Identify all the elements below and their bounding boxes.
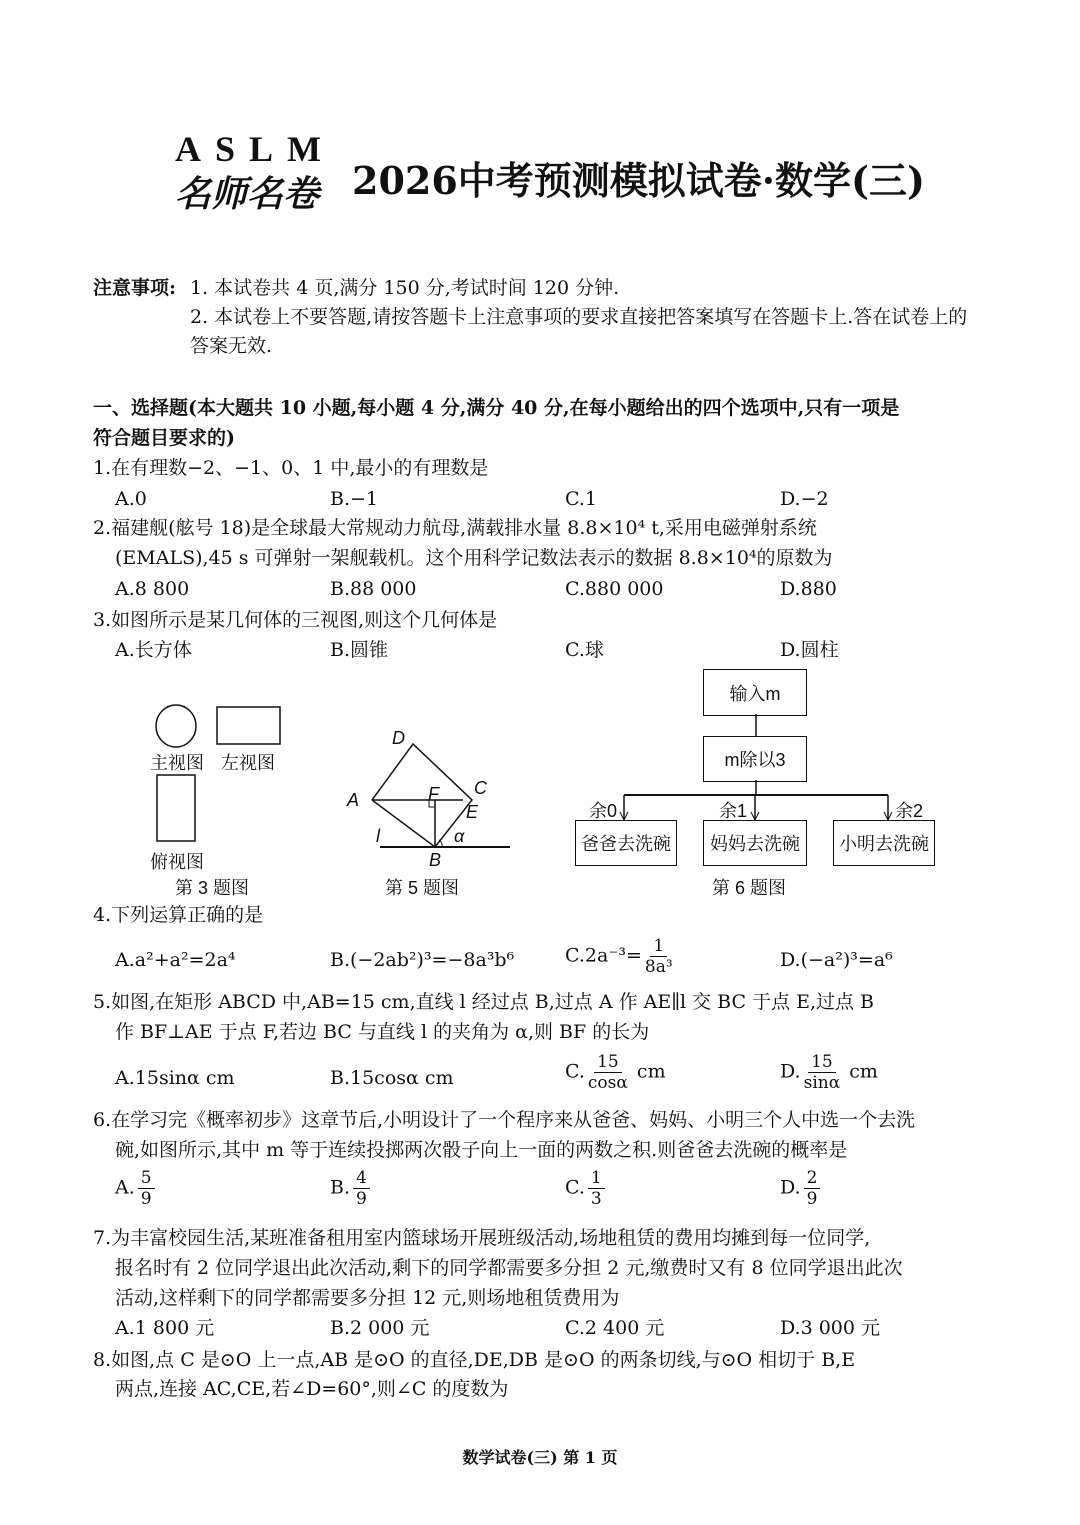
option: A.a²+a²=2a⁴ — [115, 949, 236, 971]
option: C.球 — [565, 639, 604, 661]
question-6-line2: 碗,如图所示,其中 m 等于连续投掷两次骰子向上一面的两数之积.则爸爸去洗碗的概率是 — [115, 1139, 848, 1161]
section-heading-2: 符合题目要求的) — [93, 427, 235, 449]
option-c: C. $\frac{15}{\cos\alpha}$ cm — [565, 1052, 666, 1093]
xiaoming-box: 小明去洗碗 — [833, 820, 935, 866]
option: D.(−a²)³=a⁶ — [780, 949, 893, 971]
option-a: A. $\frac{5}{9}$ — [115, 1168, 158, 1209]
remainder-1-label: 余1 — [719, 801, 748, 821]
question-2: 2.福建舰(舷号 18)是全球最大常规动力航母,满载排水量 8.8×10⁴ t,采用电磁弹射系统 — [93, 517, 817, 539]
label-b: B — [429, 850, 442, 870]
remainder-2-label: 余2 — [895, 801, 924, 821]
question-7: 7.为丰富校园生活,某班准备租用室内篮球场开展班级活动,场地租赁的费用均摊到每一位同学, — [93, 1227, 871, 1249]
option-c: C. $\frac{1}{3}$ — [565, 1168, 608, 1209]
option: B.15cosα cm — [330, 1067, 454, 1089]
option-d: D. $\frac{15}{\sin\alpha}$ cm — [780, 1052, 878, 1093]
option: D.−2 — [780, 488, 829, 510]
option: C.1 — [565, 488, 597, 510]
logo-cn: 名师名卷 — [175, 173, 320, 215]
label-alpha: α — [454, 826, 465, 846]
logo-en: ASLM — [175, 129, 336, 169]
option: A.15sinα cm — [115, 1067, 235, 1089]
question-5-line2: 作 BF⊥AE 于点 F,若边 BC 与直线 l 的夹角为 α,则 BF 的长为 — [115, 1021, 650, 1043]
figure-3-three-views — [150, 700, 290, 850]
option: B.2 000 元 — [330, 1317, 430, 1339]
question-6: 6.在学习完《概率初步》这章节后,小明设计了一个程序来从爸爸、妈妈、小明三个人中选一个去洗 — [93, 1109, 916, 1131]
notice-label: 注意事项: — [93, 277, 177, 299]
option: D.圆柱 — [780, 639, 839, 661]
option: B.(−2ab²)³=−8a³b⁶ — [330, 949, 515, 971]
notice-2: 2. 本试卷上不要答题,请按答题卡上注意事项的要求直接把答案填写在答题卡上.答在试卷上的 — [190, 306, 968, 328]
flow-divide-box: m除以3 — [703, 736, 807, 782]
option: A.0 — [115, 488, 147, 510]
option-d: D. $\frac{2}{9}$ — [780, 1168, 823, 1209]
logo — [175, 128, 335, 217]
label-a: A — [347, 790, 360, 810]
option: C.880 000 — [565, 578, 664, 600]
question-4: 4.下列运算正确的是 — [93, 904, 264, 926]
option: A.1 800 元 — [115, 1317, 215, 1339]
option: A.长方体 — [115, 639, 192, 661]
question-8: 8.如图,点 C 是⊙O 上一点,AB 是⊙O 的直径,DE,DB 是⊙O 的两条切线,与⊙O 相切于 B,E — [93, 1349, 856, 1371]
page-title: 2026中考预测模拟试卷·数学(三) — [352, 158, 925, 203]
option: B.88 000 — [330, 578, 417, 600]
option: D.3 000 元 — [780, 1317, 881, 1339]
front-view-label: 主视图 — [150, 753, 204, 773]
option: D.880 — [780, 578, 837, 600]
label-d: D — [392, 728, 405, 748]
notice-3: 答案无效. — [190, 335, 273, 357]
top-view-label: 俯视图 — [150, 852, 204, 872]
question-7-line3: 活动,这样剩下的同学都需要多分担 12 元,则场地租赁费用为 — [115, 1287, 620, 1309]
figure-3-caption: 第 3 题图 — [175, 878, 250, 898]
option: A.8 800 — [115, 578, 190, 600]
page-footer: 数学试卷(三) 第 1 页 — [462, 1448, 618, 1467]
label-f: F — [428, 784, 439, 804]
section-heading: 一、选择题(本大题共 10 小题,每小题 4 分,满分 40 分,在每小题给出的四个选项中,只有一项是 — [93, 397, 900, 419]
option-c: C.2a⁻³= $\frac{1}{\text{8a³}}$ — [565, 936, 673, 977]
label-c: C — [474, 778, 487, 798]
option: B.−1 — [330, 488, 379, 510]
question-2-line2: (EMALS),45 s 可弹射一架舰载机。这个用科学记数法表示的数据 8.8×10⁴的原数为 — [115, 547, 833, 569]
question-7-line2: 报名时有 2 位同学退出此次活动,剩下的同学都需要多分担 2 元,缴费时又有 8 位同学退出此次 — [115, 1257, 903, 1279]
figure-5-caption: 第 5 题图 — [385, 878, 460, 898]
question-8-line2: 两点,连接 AC,CE,若∠D=60°,则∠C 的度数为 — [115, 1378, 509, 1400]
left-view-label: 左视图 — [221, 753, 275, 773]
figure-6-caption: 第 6 题图 — [712, 878, 787, 898]
option-b: B. $\frac{4}{9}$ — [330, 1168, 373, 1209]
dad-box: 爸爸去洗碗 — [575, 820, 677, 866]
question-1: 1.在有理数−2、−1、0、1 中,最小的有理数是 — [93, 457, 489, 479]
label-l: l — [376, 826, 380, 846]
remainder-0-label: 余0 — [589, 801, 618, 821]
mom-box: 妈妈去洗碗 — [703, 820, 807, 866]
option: C.2 400 元 — [565, 1317, 665, 1339]
notice-1: 1. 本试卷共 4 页,满分 150 分,考试时间 120 分钟. — [190, 277, 620, 299]
question-3: 3.如图所示是某几何体的三视图,则这个几何体是 — [93, 609, 498, 631]
question-5: 5.如图,在矩形 ABCD 中,AB=15 cm,直线 l 经过点 B,过点 A 作 AE∥l 交 BC 于点 E,过点 B — [93, 991, 875, 1013]
label-e: E — [466, 802, 479, 822]
option: B.圆锥 — [330, 639, 389, 661]
flow-input-box: 输入m — [703, 669, 807, 716]
